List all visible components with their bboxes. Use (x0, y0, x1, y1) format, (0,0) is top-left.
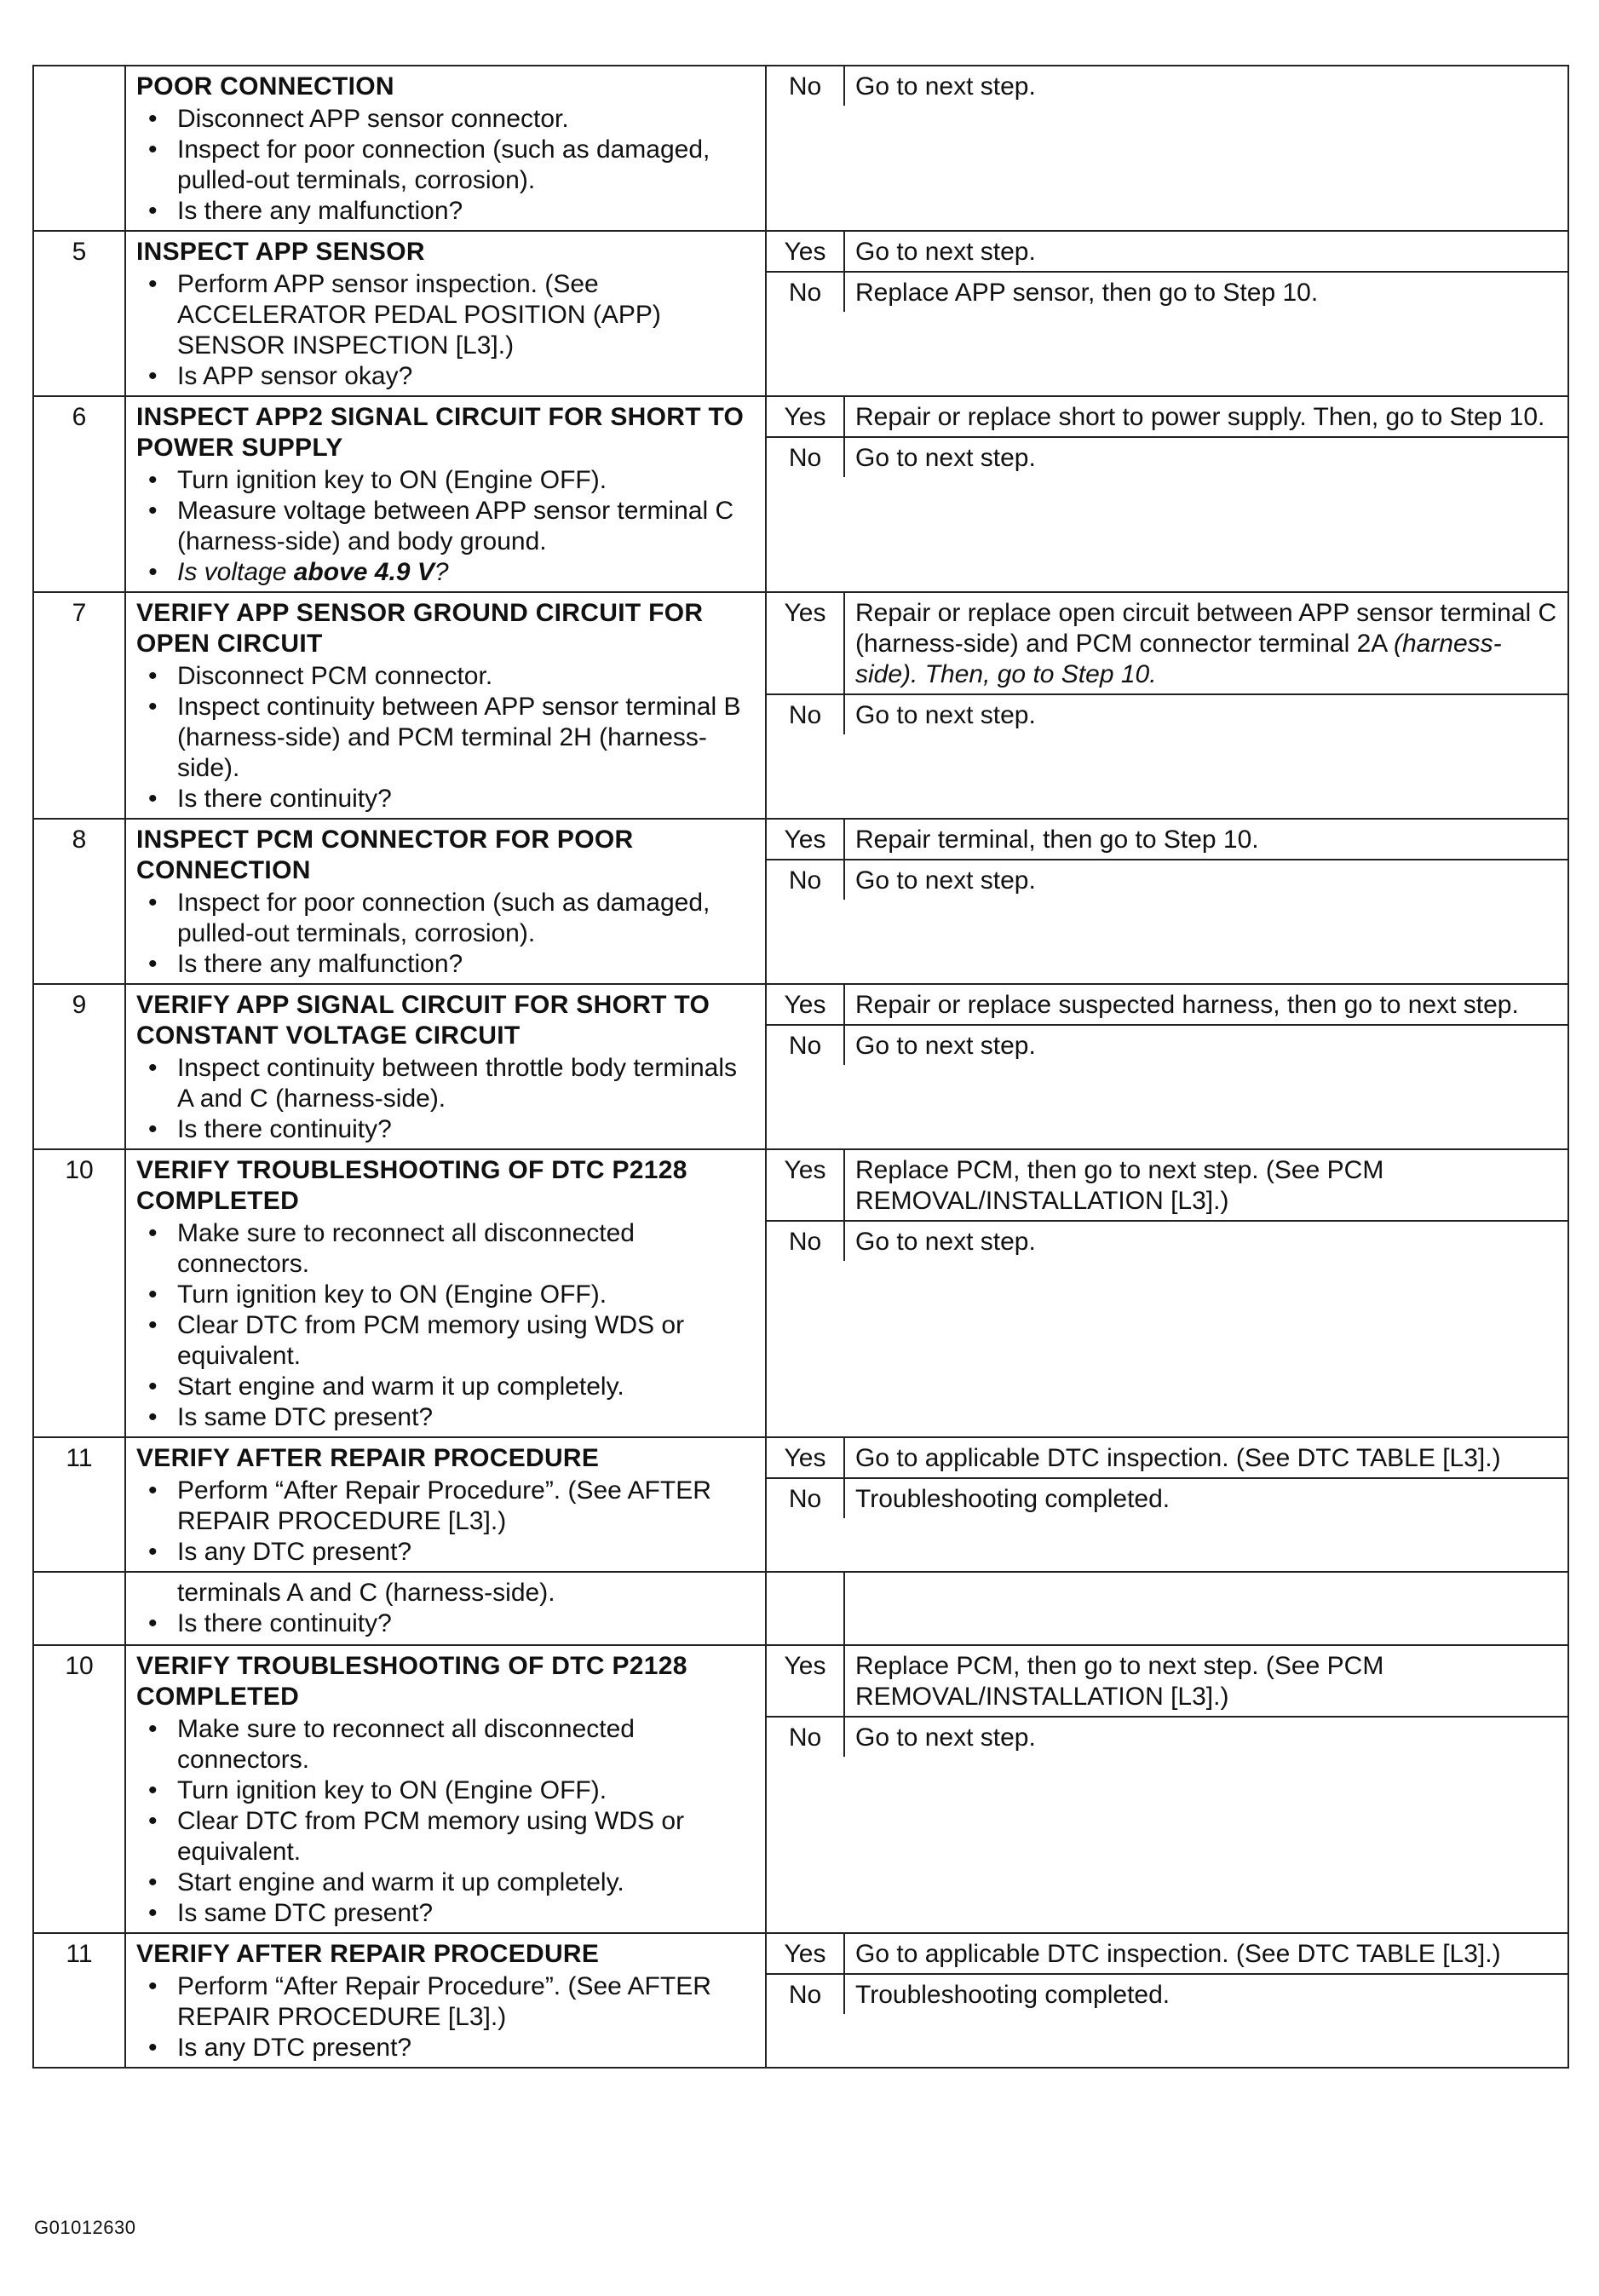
step-description (125, 592, 766, 819)
action-text (845, 1573, 1567, 1644)
step-number: 11 (33, 1437, 125, 1572)
bullet-item: • Is APP sensor okay? (177, 361, 756, 392)
answer-label: No (767, 1222, 845, 1261)
empty-result (767, 1573, 1567, 1644)
result-cell (766, 396, 1568, 592)
answer-label: Yes (767, 1438, 845, 1477)
result-cell (766, 984, 1568, 1149)
action-text: Troubleshooting completed. (855, 1981, 1170, 2009)
action-text: Go to applicable DTC inspection. (See DTC TABLE [L3].) (855, 1940, 1501, 1968)
answer-label: No (767, 438, 845, 477)
bullet-item: • Clear DTC from PCM memory using WDS or equivalent. (177, 1310, 756, 1372)
bullet-item: • Is same DTC present? (177, 1898, 756, 1929)
result-line (767, 1646, 1567, 1716)
action-text: Go to next step. (855, 866, 1036, 895)
answer-label: Yes (767, 593, 845, 693)
step-bullets (136, 661, 756, 814)
action-text: Repair or replace open circuit between APP sensor terminal C (harness-side) and PCM connector terminal 2A (harness-side). Then, go to Step 10. (855, 599, 1557, 688)
bullet-item: • Is voltage above 4.9 V? (177, 557, 756, 588)
result-line (767, 985, 1567, 1024)
answer-label (767, 1573, 845, 1644)
result-line (767, 1150, 1567, 1220)
result-line (767, 1934, 1567, 1973)
bullet-item: • Perform “After Repair Procedure”. (See AFTER REPAIR PROCEDURE [L3].) (177, 1971, 756, 2033)
bullet-item: • Make sure to reconnect all disconnected connectors. (177, 1714, 756, 1775)
action-text: Go to next step. (855, 1228, 1036, 1256)
action-text: Replace PCM, then go to next step. (See PCM REMOVAL/INSTALLATION [L3].) (855, 1652, 1384, 1711)
step-title: INSPECT APP SENSOR (136, 238, 425, 266)
continued-text: terminals A and C (harness-side). (177, 1579, 555, 1607)
answer-label: No (767, 695, 845, 734)
result-line (767, 1438, 1567, 1477)
action-text: Go to next step. (855, 1723, 1036, 1752)
result-line (767, 232, 1567, 271)
step-title: VERIFY AFTER REPAIR PROCEDURE (136, 1444, 600, 1472)
troubleshooting-table-body (33, 66, 1568, 2068)
table-row (33, 1149, 1568, 1437)
bullet-item: • Inspect for poor connection (such as damaged, pulled-out terminals, corrosion). (177, 135, 756, 196)
table-row (33, 592, 1568, 819)
step-number: 5 (33, 231, 125, 396)
bullet-item: • Turn ignition key to ON (Engine OFF). (177, 1775, 756, 1806)
action-text: Troubleshooting completed. (855, 1485, 1170, 1513)
bullet-item: • Is any DTC present? (177, 2033, 756, 2063)
result-line (767, 1024, 1567, 1065)
step-description (125, 819, 766, 984)
answer-label: Yes (767, 1646, 845, 1716)
bullet-item: • Start engine and warm it up completely. (177, 1867, 756, 1898)
answer-label: No (767, 1026, 845, 1065)
result-line (767, 820, 1567, 859)
result-cell (766, 1933, 1568, 2068)
result-line (767, 1716, 1567, 1757)
bullet-item: • Is there any malfunction? (177, 949, 756, 980)
result-cell (766, 231, 1568, 396)
step-description (125, 1572, 766, 1645)
bullet-item: • Clear DTC from PCM memory using WDS or equivalent. (177, 1806, 756, 1867)
result-line (767, 1477, 1567, 1518)
step-number: 11 (33, 1933, 125, 2068)
result-line (767, 693, 1567, 734)
result-line (767, 859, 1567, 900)
result-line (767, 66, 1567, 106)
step-bullets (136, 888, 756, 980)
action-text: Repair or replace short to power supply. Then, go to Step 10. (855, 403, 1545, 431)
table-row (33, 1933, 1568, 2068)
bullet-item: • Inspect continuity between throttle body terminals A and C (harness-side). (177, 1053, 756, 1114)
answer-label: No (767, 860, 845, 900)
step-description (125, 66, 766, 231)
step-description (125, 1645, 766, 1933)
step-number: 10 (33, 1149, 125, 1437)
step-bullets (136, 1476, 756, 1568)
bullet-item: • Make sure to reconnect all disconnected connectors. (177, 1218, 756, 1280)
table-row (33, 66, 1568, 231)
step-title: VERIFY TROUBLESHOOTING OF DTC P2128 COMPLETED (136, 1652, 687, 1711)
step-number: 9 (33, 984, 125, 1149)
step-title: VERIFY APP SIGNAL CIRCUIT FOR SHORT TO CONSTANT VOLTAGE CIRCUIT (136, 991, 710, 1050)
step-number: 7 (33, 592, 125, 819)
step-number (33, 66, 125, 231)
bullet-item: • Turn ignition key to ON (Engine OFF). (177, 465, 756, 496)
action-text: Replace PCM, then go to next step. (See PCM REMOVAL/INSTALLATION [L3].) (855, 1156, 1384, 1215)
action-text: Go to next step. (855, 72, 1036, 101)
table-row (33, 1645, 1568, 1933)
step-description (125, 984, 766, 1149)
result-cell (766, 819, 1568, 984)
step-number: 6 (33, 396, 125, 592)
step-number: 8 (33, 819, 125, 984)
table-row (33, 231, 1568, 396)
step-bullets (136, 465, 756, 588)
step-title: INSPECT APP2 SIGNAL CIRCUIT FOR SHORT TO POWER SUPPLY (136, 403, 745, 462)
result-cell (766, 1437, 1568, 1572)
action-text: Go to next step. (855, 1032, 1036, 1060)
step-title: VERIFY APP SENSOR GROUND CIRCUIT FOR OPEN CIRCUIT (136, 599, 704, 658)
result-line (767, 593, 1567, 693)
answer-label: No (767, 273, 845, 312)
table-row (33, 1437, 1568, 1572)
table-row (33, 819, 1568, 984)
result-line (767, 271, 1567, 312)
answer-label: Yes (767, 985, 845, 1024)
step-title: INSPECT PCM CONNECTOR FOR POOR CONNECTION (136, 826, 634, 884)
table-row (33, 984, 1568, 1149)
action-text: Go to next step. (855, 701, 1036, 729)
bullet-item: • Is there continuity? (177, 784, 756, 814)
step-description (125, 1149, 766, 1437)
step-bullets (136, 1608, 756, 1639)
action-text: Repair or replace suspected harness, then go to next step. (855, 991, 1519, 1019)
step-bullets (136, 104, 756, 227)
result-line (767, 1220, 1567, 1261)
step-title: POOR CONNECTION (136, 72, 394, 101)
bullet-item: • Perform “After Repair Procedure”. (See AFTER REPAIR PROCEDURE [L3].) (177, 1476, 756, 1537)
bullet-item: • Is same DTC present? (177, 1402, 756, 1433)
result-line (767, 436, 1567, 477)
step-number: 10 (33, 1645, 125, 1933)
bullet-item: • Inspect continuity between APP sensor terminal B (harness-side) and PCM terminal 2H (harness-side). (177, 692, 756, 784)
action-text: Go to next step. (855, 444, 1036, 472)
result-cell (766, 66, 1568, 231)
result-cell (766, 1572, 1568, 1645)
answer-label: Yes (767, 397, 845, 436)
bullet-item: • Measure voltage between APP sensor terminal C (harness-side) and body ground. (177, 496, 756, 557)
bullet-item: • Disconnect APP sensor connector. (177, 104, 756, 135)
step-bullets (136, 1714, 756, 1929)
table-row (33, 1572, 1568, 1645)
result-cell (766, 592, 1568, 819)
answer-label: Yes (767, 232, 845, 271)
answer-label: Yes (767, 1150, 845, 1220)
step-bullets (136, 1971, 756, 2063)
bullet-item: • Disconnect PCM connector. (177, 661, 756, 692)
action-text: Go to applicable DTC inspection. (See DTC TABLE [L3].) (855, 1444, 1501, 1472)
result-line (767, 1973, 1567, 2014)
answer-label: Yes (767, 820, 845, 859)
answer-label: Yes (767, 1934, 845, 1973)
action-text: Repair terminal, then go to Step 10. (855, 826, 1259, 854)
figure-id: G01012630 (34, 2217, 136, 2238)
step-description (125, 1933, 766, 2068)
bullet-item: • Turn ignition key to ON (Engine OFF). (177, 1280, 756, 1310)
bullet-item: • Is any DTC present? (177, 1537, 756, 1568)
step-description (125, 396, 766, 592)
action-text: Replace APP sensor, then go to Step 10. (855, 279, 1319, 307)
result-cell (766, 1149, 1568, 1437)
threshold-value: above 4.9 V (293, 558, 434, 586)
result-cell (766, 1645, 1568, 1933)
bullet-item: • Start engine and warm it up completely. (177, 1372, 756, 1402)
bullet-item: • Is there any malfunction? (177, 196, 756, 227)
step-description (125, 231, 766, 396)
step-number (33, 1572, 125, 1645)
table-row (33, 396, 1568, 592)
bullet-item: • Is there continuity? (177, 1114, 756, 1145)
step-bullets (136, 1218, 756, 1433)
answer-label: No (767, 1479, 845, 1518)
bullet-item: • Inspect for poor connection (such as damaged, pulled-out terminals, corrosion). (177, 888, 756, 949)
action-text: Go to next step. (855, 238, 1036, 266)
bullet-item: • Is there continuity? (177, 1608, 756, 1639)
step-bullets (136, 1053, 756, 1145)
troubleshooting-table (32, 65, 1569, 2069)
step-title: VERIFY AFTER REPAIR PROCEDURE (136, 1940, 600, 1968)
answer-label: No (767, 1975, 845, 2014)
bullet-item: • Perform APP sensor inspection. (See ACCELERATOR PEDAL POSITION (APP) SENSOR INSPECTION [L3].) (177, 269, 756, 361)
step-title: VERIFY TROUBLESHOOTING OF DTC P2128 COMPLETED (136, 1156, 687, 1215)
answer-label: No (767, 1718, 845, 1757)
answer-label: No (767, 66, 845, 106)
result-line (767, 397, 1567, 436)
step-description (125, 1437, 766, 1572)
step-bullets (136, 269, 756, 392)
